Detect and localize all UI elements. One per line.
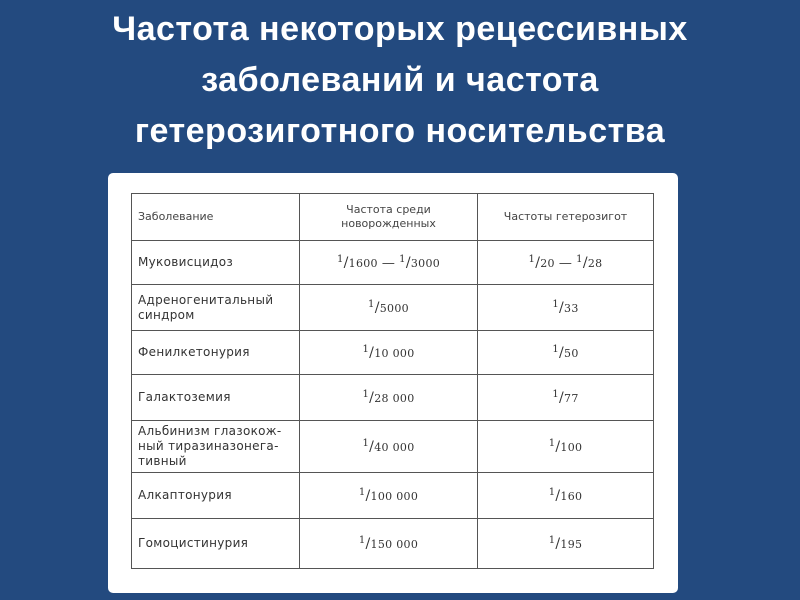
fraction-numerator: 1 [362,438,370,449]
fraction-slash: / [559,345,565,361]
fraction-slash: / [405,255,411,271]
fraction-denominator: 100 [560,441,583,454]
fraction-slash: / [369,345,375,361]
table-row [132,375,654,421]
fraction [548,438,583,455]
fraction-numerator: 1 [336,254,344,265]
fraction-numerator: 1 [548,438,556,449]
fraction-denominator: 28 [587,257,603,270]
header-newborn-line-2: новорожденных [341,217,436,230]
header-newborn-line-1: Частота среди [346,203,431,216]
heterozygote-frequency-cell [478,285,654,331]
heterozygote-frequency-cell [478,375,654,421]
disease-cell [132,473,300,519]
fraction-numerator: 1 [552,344,560,355]
fraction-denominator: 150 000 [370,538,419,551]
table-row [132,519,654,569]
range-dash: — [381,256,396,271]
heterozygote-frequency-cell [478,473,654,519]
disease-name-line: тивный [138,454,187,468]
fraction-denominator: 160 [560,490,583,503]
table-image-panel [108,173,678,593]
disease-cell [132,375,300,421]
fraction [552,299,579,316]
disease-cell [132,241,300,285]
fraction-denominator: 77 [564,392,579,405]
table-row [132,421,654,473]
fraction [368,299,409,316]
fraction-numerator: 1 [548,487,556,498]
fraction-slash: / [582,255,588,271]
fraction-numerator: 1 [552,389,560,400]
range-dash: — [558,256,573,271]
fraction-slash: / [555,488,561,504]
fraction-numerator: 1 [399,254,406,265]
disease-name-line: Адреногенитальный [138,292,274,307]
fraction [548,487,583,504]
header-newborn-frequency [300,194,478,241]
fraction-numerator: 1 [362,344,370,355]
fraction-denominator: 10 000 [374,347,415,360]
newborn-frequency-cell [300,473,478,519]
header-disease-label: Заболевание [138,210,214,223]
fraction [358,487,419,504]
disease-name-line: Альбинизм глазокож- [138,424,282,438]
disease-name-line: Муковисцидоз [138,255,234,269]
fraction-slash: / [365,488,371,504]
fraction [576,254,603,271]
header-disease [132,194,300,241]
fraction-numerator: 1 [552,299,560,310]
disease-name-line: Галактоземия [138,390,231,404]
fraction-slash: / [559,300,565,316]
fraction [358,535,419,552]
newborn-frequency-cell [300,241,478,285]
fraction [362,344,415,361]
disease-name-line: Гомоцистинурия [138,536,249,550]
disease-cell [132,331,300,375]
fraction-denominator: 50 [564,347,579,360]
slide-title-line-1: Частота некоторых рецессивных [112,10,688,48]
fraction-slash: / [555,536,561,552]
fraction-slash: / [555,439,561,455]
fraction-numerator: 1 [528,254,536,265]
newborn-frequency-cell [300,519,478,569]
table-body [132,241,654,569]
fraction-numerator: 1 [548,535,556,546]
fraction-slash: / [365,536,371,552]
table-row [132,241,654,285]
table-row [132,285,654,331]
disease-name-line: синдром [138,307,195,322]
table-row [132,473,654,519]
disease-name-line: ный тиразиназонега- [138,439,279,453]
disease-frequency-table [131,193,654,569]
heterozygote-frequency-cell [478,241,654,285]
fraction-numerator: 1 [576,254,583,265]
fraction [552,389,579,406]
fraction [528,254,555,271]
fraction-numerator: 1 [358,487,366,498]
slide-title-line-3: гетерозиготного носительства [134,112,666,150]
fraction-numerator: 1 [362,389,370,400]
header-heterozygote-frequency [478,194,654,241]
fraction-slash: / [369,390,375,406]
slide-title-line-2: заболеваний и частота [201,61,599,99]
table-row [132,331,654,375]
fraction-denominator: 28 000 [374,392,415,405]
newborn-frequency-cell [300,285,478,331]
disease-name-line: Фенилкетонурия [138,345,250,359]
heterozygote-frequency-cell [478,421,654,473]
fraction-denominator: 33 [564,302,579,315]
fraction [399,254,441,271]
fraction-numerator: 1 [368,299,375,310]
fraction-slash: / [343,255,349,271]
newborn-frequency-cell [300,421,478,473]
heterozygote-frequency-cell [478,331,654,375]
fraction-denominator: 100 000 [370,490,419,503]
fraction-denominator: 40 000 [374,441,415,454]
fraction-denominator: 3000 [410,257,441,270]
header-hetero-label: Частоты гетерозигот [503,210,628,223]
fraction [362,438,415,455]
disease-cell [132,285,300,331]
fraction-numerator: 1 [358,535,366,546]
disease-name-line: Алкаптонурия [138,488,232,502]
fraction-denominator: 20 [540,257,555,270]
heterozygote-frequency-cell [478,519,654,569]
newborn-frequency-cell [300,375,478,421]
disease-cell [132,519,300,569]
fraction-slash: / [559,390,565,406]
fraction-slash: / [535,255,541,271]
fraction [552,344,579,361]
newborn-frequency-cell [300,331,478,375]
fraction-slash: / [374,300,380,316]
slide-title [0,4,800,157]
fraction-denominator: 5000 [379,302,409,315]
fraction-slash: / [369,439,375,455]
fraction [548,535,583,552]
disease-cell [132,421,300,473]
table-header-row [132,194,654,241]
fraction-denominator: 195 [560,538,583,551]
fraction-denominator: 1600 [348,257,378,270]
fraction [362,389,415,406]
fraction [336,254,378,271]
